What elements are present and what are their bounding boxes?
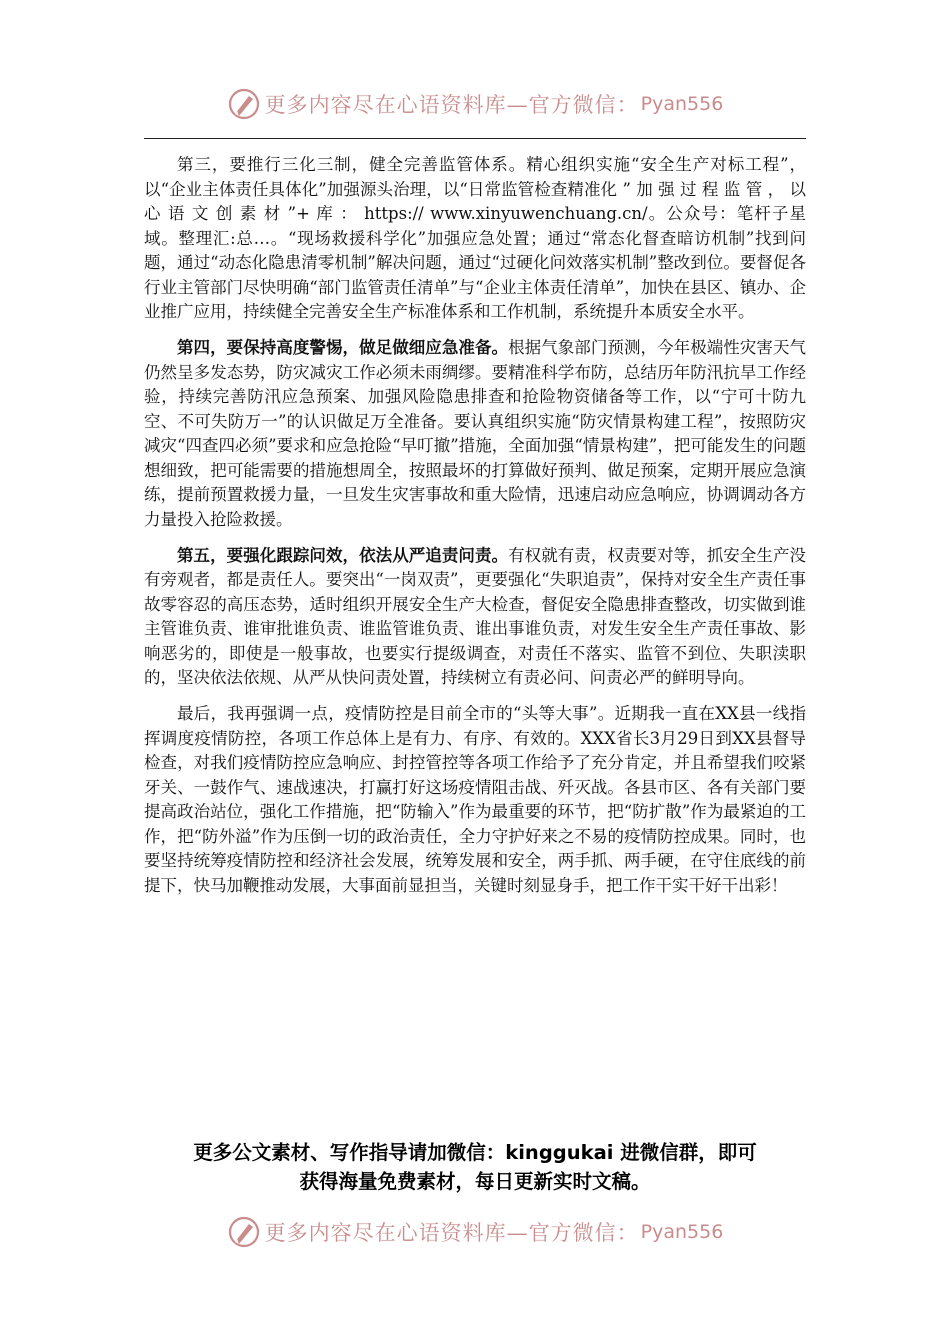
pen-logo-icon [227,87,261,121]
document-body [144,153,806,910]
header-watermark [0,84,950,124]
watermark-text: 更多内容尽在心语资料库—官方微信： [264,1221,639,1245]
paragraph-closing [144,702,806,898]
paragraph-text: 第三，要推行三化三制，健全完善监管体系。精心组织实施“安全生产对标工程”，以“企业主体责任具体化”加强源头治理，以“日常监管检查精准化 ” 加 强 过 程 监 管 ， 以 心 语 文 创 素 材 ”+ 库 ： https:// www.xinyuwenchuang.cn/。公众号：笔杆子星域。整理汇:总…。“现场救援科学化”加强应急处置；通过“常态化督查暗访机制”找到问题，通过“动态化隐患清零机制”解决问题，通过“过硬化问效落实机制”整改到位。要督促各行业主管部门尽快明确“部门监管责任清单”与“企业主体责任清单”，加快在县区、镇办、企业推广应用，持续健全完善安全生产标准体系和工作机制，系统提升本质安全水平。 [144,155,806,321]
footer-watermark [0,1212,950,1252]
paragraph-lead: 第四，要保持高度警惕，做足做细应急准备。 [177,338,509,357]
paragraph-text: 有权就有责，权责要对等，抓安全生产没有旁观者，都是责任人。要突出“一岗双责”，更要强化“失职追责”，保持对安全生产责任事故零容忍的高压态势，适时组织开展安全生产大检查，督促安全隐患排查整改，切实做到谁主管谁负责、谁审批谁负责、谁监管谁负责、谁出事谁负责，对发生安全生产责任事故、影响恶劣的，即使是一般事故，也要实行提级调查，对责任不落实、监管不到位、失职渎职的，坚决依法依规、从严从快问责处置，持续树立有责必问、问责必严的鲜明导向。 [144,545,807,687]
pen-logo-icon [227,1215,261,1249]
promo-line-2: 获得海量免费素材，每日更新实时文稿。 [299,1170,651,1193]
paragraph-3 [144,153,806,325]
promo-notice [120,1138,830,1196]
watermark-text: 更多内容尽在心语资料库—官方微信： [264,93,639,117]
paragraph-5 [144,544,806,691]
header-divider [144,138,806,139]
paragraph-text: 最后，我再强调一点，疫情防控是目前全市的“头等大事”。近期我一直在XX县一线指挥调度疫情防控，各项工作总体上是有力、有序、有效的。XXX省长3月29日到XX县督导检查，对我们疫情防控应急响应、封控管控等各项工作给予了充分肯定，并且希望我们咬紧牙关、一鼓作气、速战速决，打赢打好这场疫情阻击战、歼灭战。各县市区、各有关部门要提高政治站位，强化工作措施，把“防输入”作为最重要的环节，把“防扩散”作为最紧迫的工作，把“防外溢”作为压倒一切的政治责任，全力守护好来之不易的疫情防控成果。同时，也要坚持统筹疫情防控和经济社会发展，统筹发展和安全，两手抓、两手硬，在守住底线的前提下，快马加鞭推动发展，大事面前显担当，关键时刻显身手，把工作干实干好干出彩！ [144,704,806,895]
watermark-wechat-id: Pyan556 [640,1221,724,1243]
watermark-wechat-id: Pyan556 [640,93,724,115]
promo-line-1: 更多公文素材、写作指导请加微信：kinggukai 进微信群，即可 [193,1141,757,1164]
paragraph-4 [144,336,806,532]
paragraph-lead: 第五，要强化跟踪问效，依法从严追责问责。 [177,545,509,565]
paragraph-text: 根据气象部门预测，今年极端性灾害天气仍然呈多发态势，防灾减灾工作必须未雨绸缪。要精准科学布防，总结历年防汛抗旱工作经验，持续完善防汛应急预案、加强风险隐患排查和抢险物资储备等工作，以“宁可十防九空、不可失防万一”的认识做足万全准备。要认真组织实施“防灾情景构建工程”，按照防灾减灾“四查四必须”要求和应急抢险“早叮撤”措施，全面加强“情景构建”，把可能发生的问题想细致，把可能需要的措施想周全，按照最坏的打算做好预判、做足预案，定期开展应急演练，提前预置救援力量，一旦发生灾害事故和重大险情，迅速启动应急响应，协调调动各方力量投入抢险救援。 [144,338,807,529]
